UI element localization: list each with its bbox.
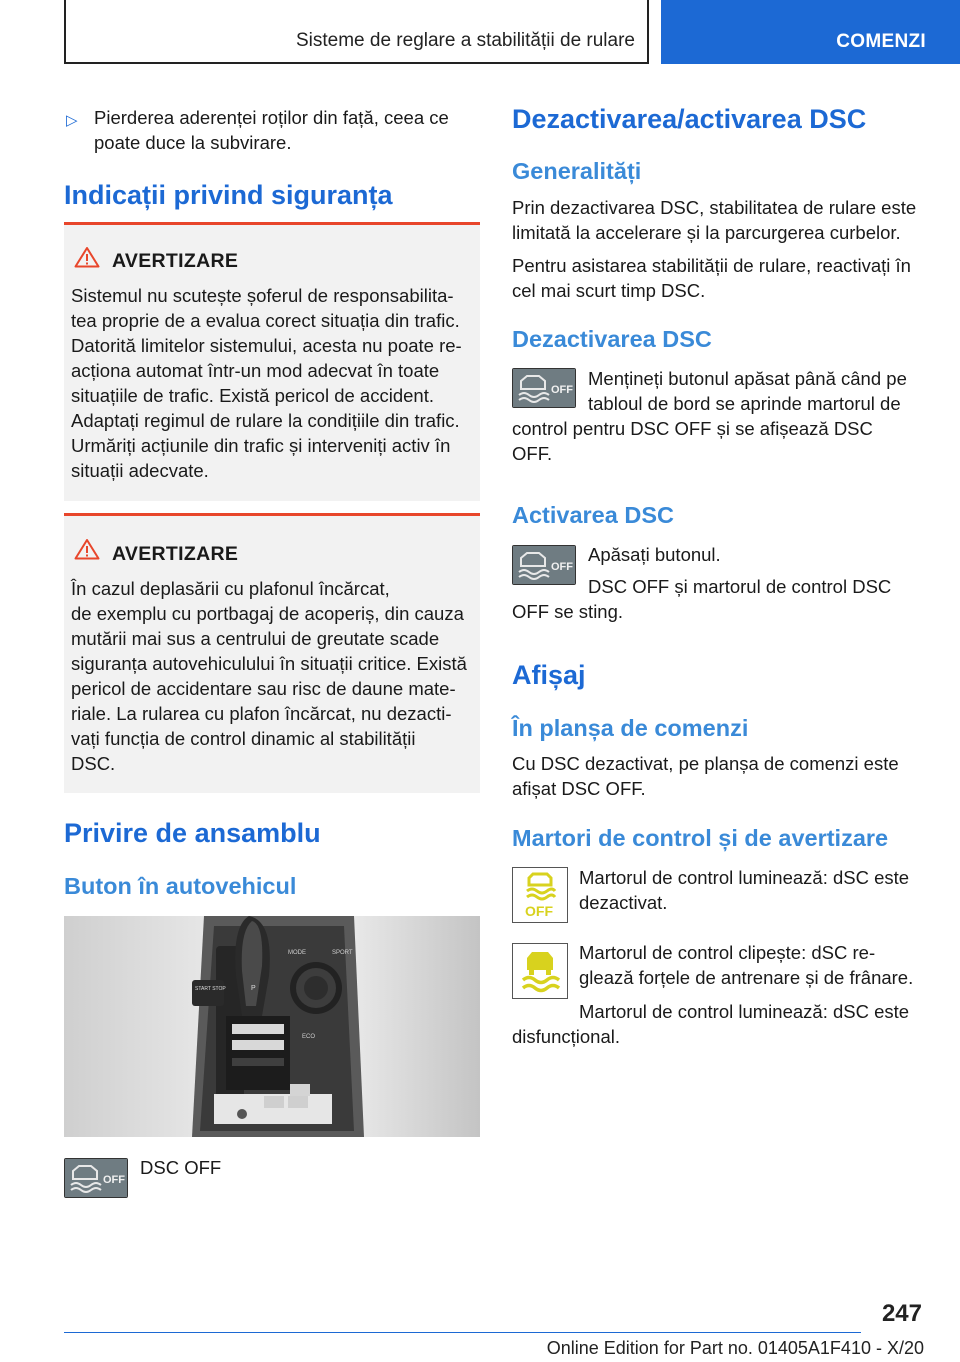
warning-line: mutării mai sus a centrului de greutate scade <box>71 628 440 649</box>
lamp3-text-a: Martorul de control luminează: dSC este <box>579 1001 910 1022</box>
button-heading: Buton în autovehicul <box>64 873 297 899</box>
paragraph-line: control pentru DSC OFF și se afișează DSC <box>512 418 873 439</box>
warning-box <box>64 222 480 501</box>
sport-label: SPORT <box>332 950 353 956</box>
display-heading: Afișaj <box>512 660 586 690</box>
warning-line: Adaptați regimul de rulare la condițiile din trafic. <box>71 410 460 431</box>
paragraph-line: Martorul de control luminează: dSC este <box>579 867 910 888</box>
lamp1-text <box>579 865 929 915</box>
warning-line: de exemplu cu portbagaj de acoperiș, din cauza <box>71 603 464 624</box>
warning-line: situații adecvate. <box>71 460 209 481</box>
warning-line: Urmăriți acțiunile din trafic și interveniți activ în <box>71 435 451 456</box>
warning-title: AVERTIZARE <box>112 250 239 272</box>
warning-triangle-icon <box>74 246 100 273</box>
warning-triangle-icon <box>74 538 100 565</box>
chapter-tab[interactable] <box>661 0 960 64</box>
section-title: Sisteme de reglare a stabilității de rulare <box>295 30 635 51</box>
edition-footer: Online Edition for Part no. 01405A1F410 - X/20 <box>546 1338 924 1358</box>
bullet-marker: ▷ <box>66 112 78 129</box>
warning-text <box>71 283 476 483</box>
general-heading: Generalități <box>512 158 642 184</box>
running-header <box>64 0 649 64</box>
paragraph-line: cel mai scurt timp DSC. <box>512 280 706 301</box>
lamp-off-text: OFF <box>525 903 553 919</box>
overview-heading: Privire de ansamblu <box>64 818 321 848</box>
dsc-off-warning-lamp-icon <box>512 867 568 923</box>
eco-label: ECO <box>302 1034 316 1040</box>
paragraph-line: Mențineți butonul apăsat până când pe <box>588 368 907 389</box>
paragraph-line: limitată la accelerare și la parcurgerea curbelor. <box>512 222 901 243</box>
general-paragraph-1 <box>512 195 932 245</box>
warning-line: În cazul deplasării cu plafonul încărcat, <box>71 578 390 599</box>
paragraph-line: Pentru asistarea stabilității de rulare, reactivați în <box>512 255 911 276</box>
paragraph-line: dezactivat. <box>579 892 668 913</box>
chapter-tab-label: COMENZI <box>836 31 926 52</box>
warning-title: AVERTIZARE <box>112 543 239 565</box>
mode-label: MODE <box>288 950 306 956</box>
warning-line: siguranța autovehiculului în situații critice. Există <box>71 653 467 674</box>
bullet-line: poate duce la subvirare. <box>94 132 292 153</box>
instrument-paragraph <box>512 751 932 801</box>
general-paragraph-2 <box>512 253 932 303</box>
warning-text <box>71 576 476 776</box>
paragraph-line: tabloul de bord se aprinde martorul de <box>588 393 901 414</box>
paragraph-line: Prin dezactivarea DSC, stabilitatea de rulare este <box>512 197 917 218</box>
lamp3-text-b: disfuncțional. <box>512 1026 620 1047</box>
dsc-off-icon-text: OFF <box>103 1174 125 1186</box>
warning-line: tea proprie de a evalua corect situația din trafic. <box>71 310 460 331</box>
lamps-heading: Martori de control și de avertizare <box>512 825 889 851</box>
page-number: 247 <box>881 1300 922 1327</box>
warning-line: Datorită limitelor sistemului, acesta nu poate re- <box>71 335 462 356</box>
start-stop-label: START STOP <box>195 986 226 992</box>
warning-line: riale. La rularea cu plafon încărcat, nu dezacti- <box>71 703 452 724</box>
warning-line: acționa automat într-un mod adecvat în toate <box>71 360 440 381</box>
warning-line: DSC. <box>71 753 116 774</box>
paragraph-line: Martorul de control clipește: dSC re- <box>579 942 876 963</box>
warning-line: situațiile de trafic. Există pericol de accident. <box>71 385 434 406</box>
dsc-off-button-icon <box>64 1158 128 1198</box>
dsc-warning-lamp-icon <box>512 943 568 999</box>
warning-box <box>64 513 480 793</box>
instrument-heading: În planșa de comenzi <box>512 715 749 741</box>
main-heading: Dezactivarea/activarea DSC <box>512 104 867 134</box>
warning-line: vați funcția de control dinamic al stabilității <box>71 728 416 749</box>
lamp2-text <box>579 940 929 990</box>
warning-line: Sistemul nu scutește șoferul de responsabilita- <box>71 285 454 306</box>
deactivation-text-a <box>588 366 928 416</box>
activation-text-2b: OFF se sting. <box>512 601 624 622</box>
bullet-item <box>94 105 474 155</box>
dsc-off-caption: DSC OFF <box>140 1157 222 1178</box>
bullet-line: Pierderea aderenței roților din față, ceea ce <box>94 107 449 128</box>
paragraph-line: afișat DSC OFF. <box>512 778 646 799</box>
safety-heading: Indicații privind siguranța <box>64 180 393 210</box>
deactivation-text-b <box>512 416 932 466</box>
dsc-off-button-icon <box>512 545 576 585</box>
dsc-off-icon-text: OFF <box>551 384 573 396</box>
footer-divider <box>64 1332 861 1333</box>
activation-text-2a: DSC OFF și martorul de control DSC <box>588 576 892 597</box>
warning-line: pericol de accidentare sau risc de daune mate- <box>71 678 456 699</box>
paragraph-line: glează forțele de antrenare și de frânare. <box>579 967 914 988</box>
activation-text-1: Apăsați butonul. <box>588 544 721 565</box>
activation-heading: Activarea DSC <box>512 502 674 528</box>
gear-label: P <box>251 985 256 992</box>
center-console-photo <box>64 916 480 1137</box>
dsc-off-button-icon <box>512 368 576 408</box>
paragraph-line: Cu DSC dezactivat, pe planșa de comenzi este <box>512 753 899 774</box>
dsc-off-icon-text: OFF <box>551 561 573 573</box>
deactivation-heading: Dezactivarea DSC <box>512 326 712 352</box>
paragraph-line: OFF. <box>512 443 553 464</box>
